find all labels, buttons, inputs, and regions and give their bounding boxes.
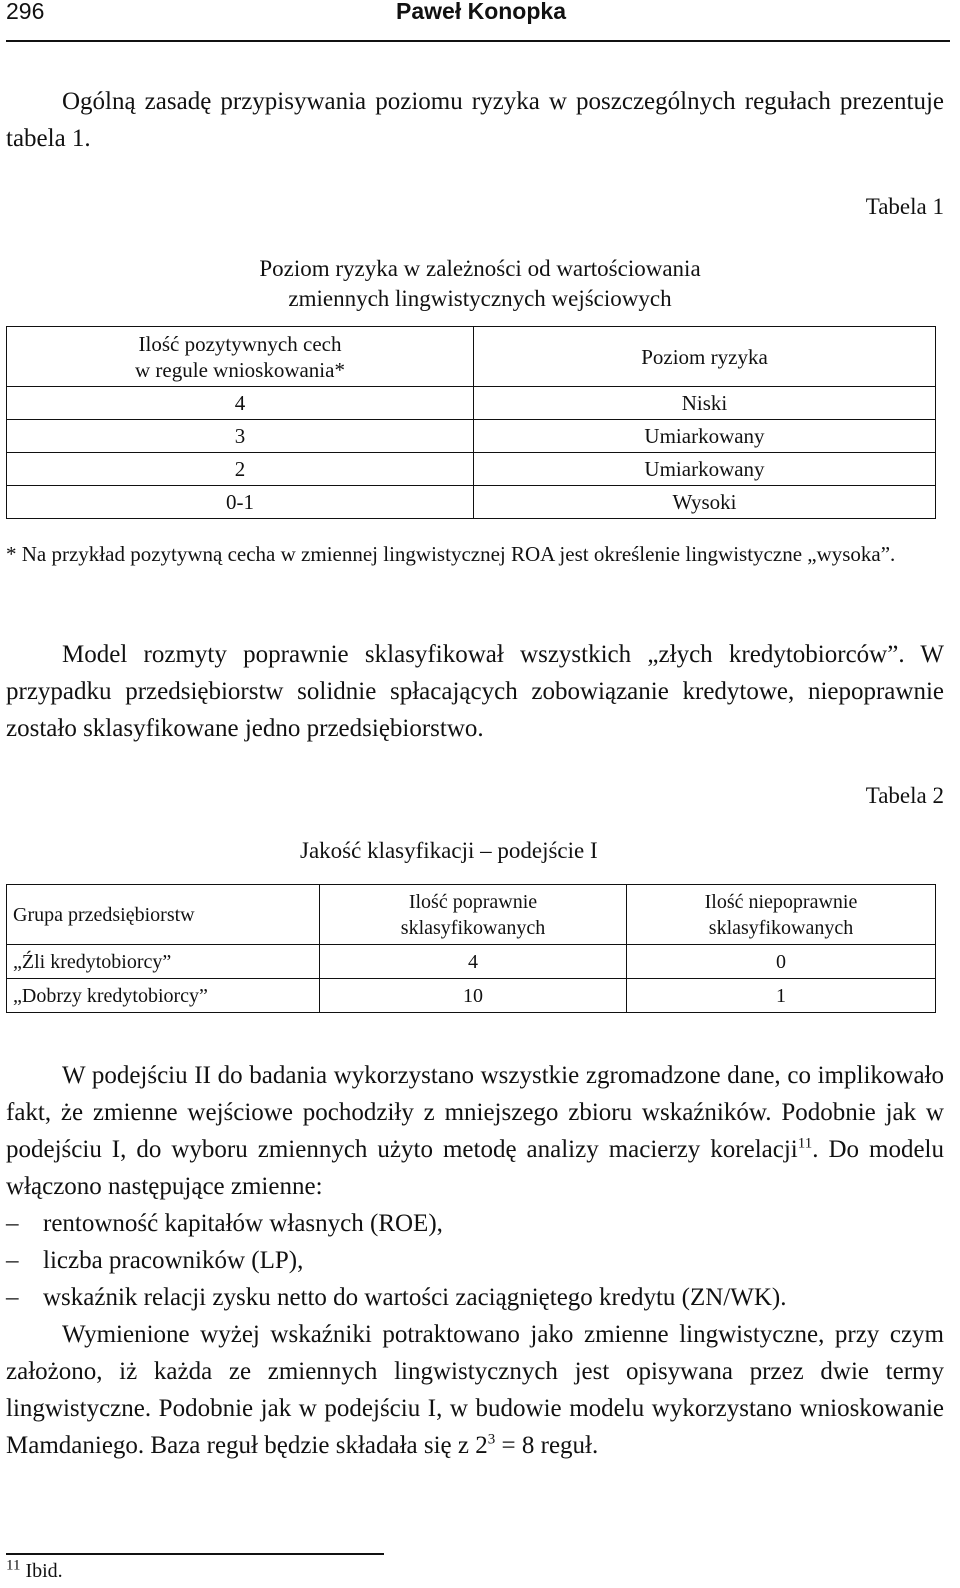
table1-footnote: * Na przykład pozytywną cecha w zmiennej lingwistycznej ROA jest określenie lingwistyczne „wysoka”. xyxy=(6,542,896,566)
table2-col1-header: Grupa przedsiębiorstw xyxy=(7,885,320,945)
footnote-text: Ibid. xyxy=(25,1560,63,1582)
para3-text: W podejściu II do badania wykorzystano wszystkie zgromadzone dane, co implikowało fakt, że zmienne wejściowe pochodziły z mniejszego zbioru wskaźników. Podobnie jak w podejściu I, do wyboru zmiennych użyto metodę analizy macierzy korelacji xyxy=(6,1062,944,1163)
risk-level: Umiarkowany xyxy=(474,453,936,486)
para4-text-end: = 8 reguł. xyxy=(495,1432,599,1459)
table1-title-line2: zmiennych lingwistycznych wejściowych xyxy=(288,286,672,311)
table1-label: Tabela 1 xyxy=(865,194,944,219)
list-item-text: wskaźnik relacji zysku netto do wartości zaciągniętego kredytu (ZN/WK). xyxy=(43,1284,787,1311)
table-row xyxy=(7,486,936,519)
table2-header-row xyxy=(7,885,936,945)
list-item xyxy=(6,1279,944,1316)
table2-col3-line2: sklasyfikowanych xyxy=(708,916,854,939)
table2-col3-header xyxy=(627,885,936,945)
exponent: 3 xyxy=(487,1431,496,1448)
table1-col2-header: Poziom ryzyka xyxy=(474,327,936,387)
table1-title-line1: Poziom ryzyka w zależności od wartościowania xyxy=(259,256,701,281)
correct-count: 4 xyxy=(320,945,627,979)
risk-level: Wysoki xyxy=(474,486,936,519)
page-number: 296 xyxy=(6,0,45,24)
dash-marker: – xyxy=(6,1247,19,1274)
footnote-rule xyxy=(6,1553,384,1555)
running-head-author: Paweł Konopka xyxy=(396,0,566,24)
table-row xyxy=(7,420,936,453)
table1-title xyxy=(0,254,960,314)
footnote-number: 11 xyxy=(6,1557,21,1574)
risk-count: 2 xyxy=(7,453,474,486)
list-item xyxy=(6,1205,944,1242)
table1-col1-line1: Ilość pozytywnych cech xyxy=(138,331,342,356)
dash-marker: – xyxy=(6,1284,19,1311)
table-row xyxy=(7,453,936,486)
table1-header-row xyxy=(7,327,936,387)
para4-text: Wymienione wyżej wskaźniki potraktowano jako zmienne lingwistyczne, przy czym założono, iż każda ze zmiennych lingwistycznych jest opisywana przez dwie termy lingwistyczne. Podobnie jak w podejściu I, w budowie modelu wykorzystano wnioskowanie Mamdaniego. Baza reguł będzie składała się z 2 xyxy=(6,1321,944,1459)
table2-col3-line1: Ilość niepoprawnie xyxy=(704,890,858,913)
table2-col2-line1: Ilość poprawnie xyxy=(408,890,538,913)
table1 xyxy=(6,326,936,519)
correct-count: 10 xyxy=(320,979,627,1013)
table2-title: Jakość klasyfikacji – podejście I xyxy=(300,838,598,863)
risk-count: 0-1 xyxy=(7,486,474,519)
list-item-text: rentowność kapitałów własnych (ROE), xyxy=(43,1210,443,1237)
table2-col2-line2: sklasyfikowanych xyxy=(400,916,546,939)
table1-col1-header xyxy=(7,327,474,387)
table-row xyxy=(7,945,936,979)
table-row xyxy=(7,387,936,420)
table1-col1-line2: w regule wnioskowania* xyxy=(135,357,345,382)
dash-marker: – xyxy=(6,1210,19,1237)
risk-count: 3 xyxy=(7,420,474,453)
intro-paragraph: Ogólną zasadę przypisywania poziomu ryzyka w poszczególnych regułach prezentuje tabela 1. xyxy=(6,88,944,152)
risk-count: 4 xyxy=(7,387,474,420)
variables-list xyxy=(6,1205,944,1316)
table2-col2-header xyxy=(320,885,627,945)
table2-label: Tabela 2 xyxy=(865,783,944,808)
group-name: „Źli kredytobiorcy” xyxy=(7,945,320,979)
paragraph-classification: Model rozmyty poprawnie sklasyfikował wszystkich „złych kredytobiorców”. W przypadku przedsiębiorstw solidnie spłacających zobowiązanie kredytowe, niepoprawnie zostało sklasyfikowane jedno przedsiębiorstwo. xyxy=(6,641,944,742)
para3-text-end: . Do modelu włączono następujące zmienne: xyxy=(6,1136,944,1200)
risk-level: Umiarkowany xyxy=(474,420,936,453)
paragraph-approach-2 xyxy=(6,1057,944,1205)
table2 xyxy=(6,884,936,1013)
group-name: „Dobrzy kredytobiorcy” xyxy=(7,979,320,1013)
header-rule xyxy=(6,40,950,42)
table-row xyxy=(7,979,936,1013)
footnote-ref: 11 xyxy=(797,1135,813,1152)
incorrect-count: 1 xyxy=(627,979,936,1013)
incorrect-count: 0 xyxy=(627,945,936,979)
list-item-text: liczba pracowników (LP), xyxy=(43,1247,304,1274)
risk-level: Niski xyxy=(474,387,936,420)
paragraph-linguistic-variables xyxy=(6,1316,944,1464)
list-item xyxy=(6,1242,944,1279)
footnote xyxy=(6,1557,63,1583)
